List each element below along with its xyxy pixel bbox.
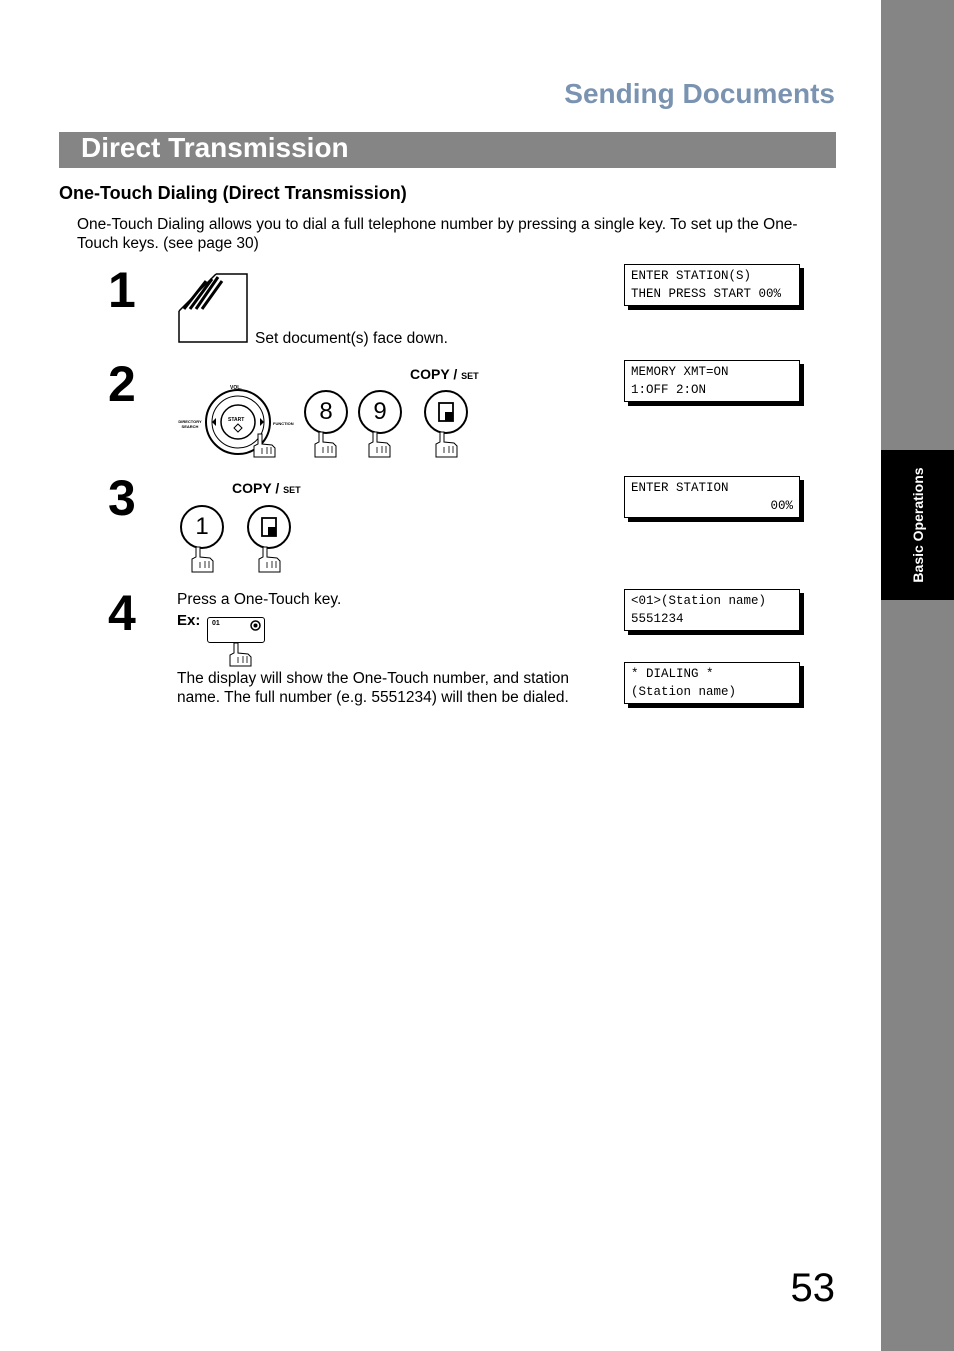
intro-paragraph: One-Touch Dialing allows you to dial a full telephone number by pressing a single key. To set up the One-Touch keys. (see page 30) — [77, 216, 798, 252]
dial-vol-label: VOL. — [230, 385, 242, 391]
key-1-button[interactable] — [180, 505, 224, 549]
lcd-display-step2 — [624, 360, 800, 402]
lcd-line: 5551234 — [631, 612, 684, 626]
pointing-hand-icon — [188, 545, 216, 573]
lcd-line: ENTER STATION — [631, 481, 729, 495]
lcd-line: 1:OFF 2:ON — [631, 383, 707, 397]
step-number: 1 — [108, 262, 136, 318]
step-number: 3 — [108, 470, 136, 526]
key-label: 9 — [373, 398, 387, 425]
copy-set-icon — [260, 517, 278, 537]
lcd-line: ENTER STATION(S) — [631, 269, 752, 283]
copy-set-label — [410, 366, 479, 382]
navigation-dial[interactable] — [176, 380, 296, 460]
sidebar-strip — [881, 0, 954, 1351]
pointing-hand-icon — [365, 430, 393, 458]
copy-label-main: COPY / — [410, 366, 458, 382]
pointing-hand-icon — [432, 430, 460, 458]
lcd-display-step1 — [624, 264, 800, 306]
copy-set-label — [232, 480, 301, 496]
key-label: 8 — [319, 398, 333, 425]
lcd-display-step4 — [624, 589, 800, 631]
pointing-hand-icon — [255, 545, 283, 573]
lcd-line: (Station name) — [631, 685, 737, 699]
lcd-line: * DIALING * — [631, 667, 714, 681]
key-indicator-icon — [250, 620, 261, 631]
subheading: One-Touch Dialing (Direct Transmission) — [59, 183, 407, 203]
title-banner — [59, 132, 836, 168]
step-number: 2 — [108, 356, 136, 412]
section-title: Sending Documents — [564, 78, 835, 109]
step4-note: The display will show the One-Touch number, and station name. The full number (e.g. 5551234) will then be dialed. — [177, 670, 570, 706]
dial-directory-label: DIRECTORY SEARCH — [178, 419, 202, 429]
copy-label-main: COPY / — [232, 480, 280, 496]
copy-set-button[interactable] — [247, 505, 291, 549]
example-label: Ex: — [177, 612, 201, 629]
banner-title: Direct Transmission — [81, 132, 349, 163]
copy-set-button[interactable] — [424, 390, 468, 434]
lcd-line: THEN PRESS START 00% — [631, 287, 782, 301]
lcd-line: MEMORY XMT=ON — [631, 365, 729, 379]
step1-instruction: Set document(s) face down. — [255, 330, 448, 347]
key-8-button[interactable] — [304, 390, 348, 434]
lcd-line: 00% — [770, 499, 793, 513]
pointing-hand-icon — [250, 432, 278, 458]
page-number: 53 — [790, 1266, 835, 1310]
one-touch-key-label: 01 — [212, 620, 220, 627]
key-label: 1 — [195, 513, 209, 540]
lcd-display-step3 — [624, 476, 800, 518]
step-number: 4 — [108, 585, 136, 641]
side-tab-basic-operations — [881, 450, 954, 600]
dial-start-label: START — [228, 417, 245, 423]
side-tab-label: Basic Operations — [909, 467, 926, 583]
lcd-display-dialing — [624, 662, 800, 704]
document-face-down-icon — [176, 271, 250, 345]
copy-label-small: SET — [283, 485, 301, 495]
pointing-hand-icon — [311, 430, 339, 458]
dial-function-label: FUNCTION — [273, 421, 294, 426]
copy-set-icon — [437, 402, 455, 422]
lcd-line: <01>(Station name) — [631, 594, 767, 608]
step4-instruction: Press a One-Touch key. — [177, 591, 342, 608]
copy-label-small: SET — [461, 371, 479, 381]
one-touch-key-01[interactable] — [207, 617, 265, 643]
key-9-button[interactable] — [358, 390, 402, 434]
pointing-hand-icon — [226, 641, 254, 667]
